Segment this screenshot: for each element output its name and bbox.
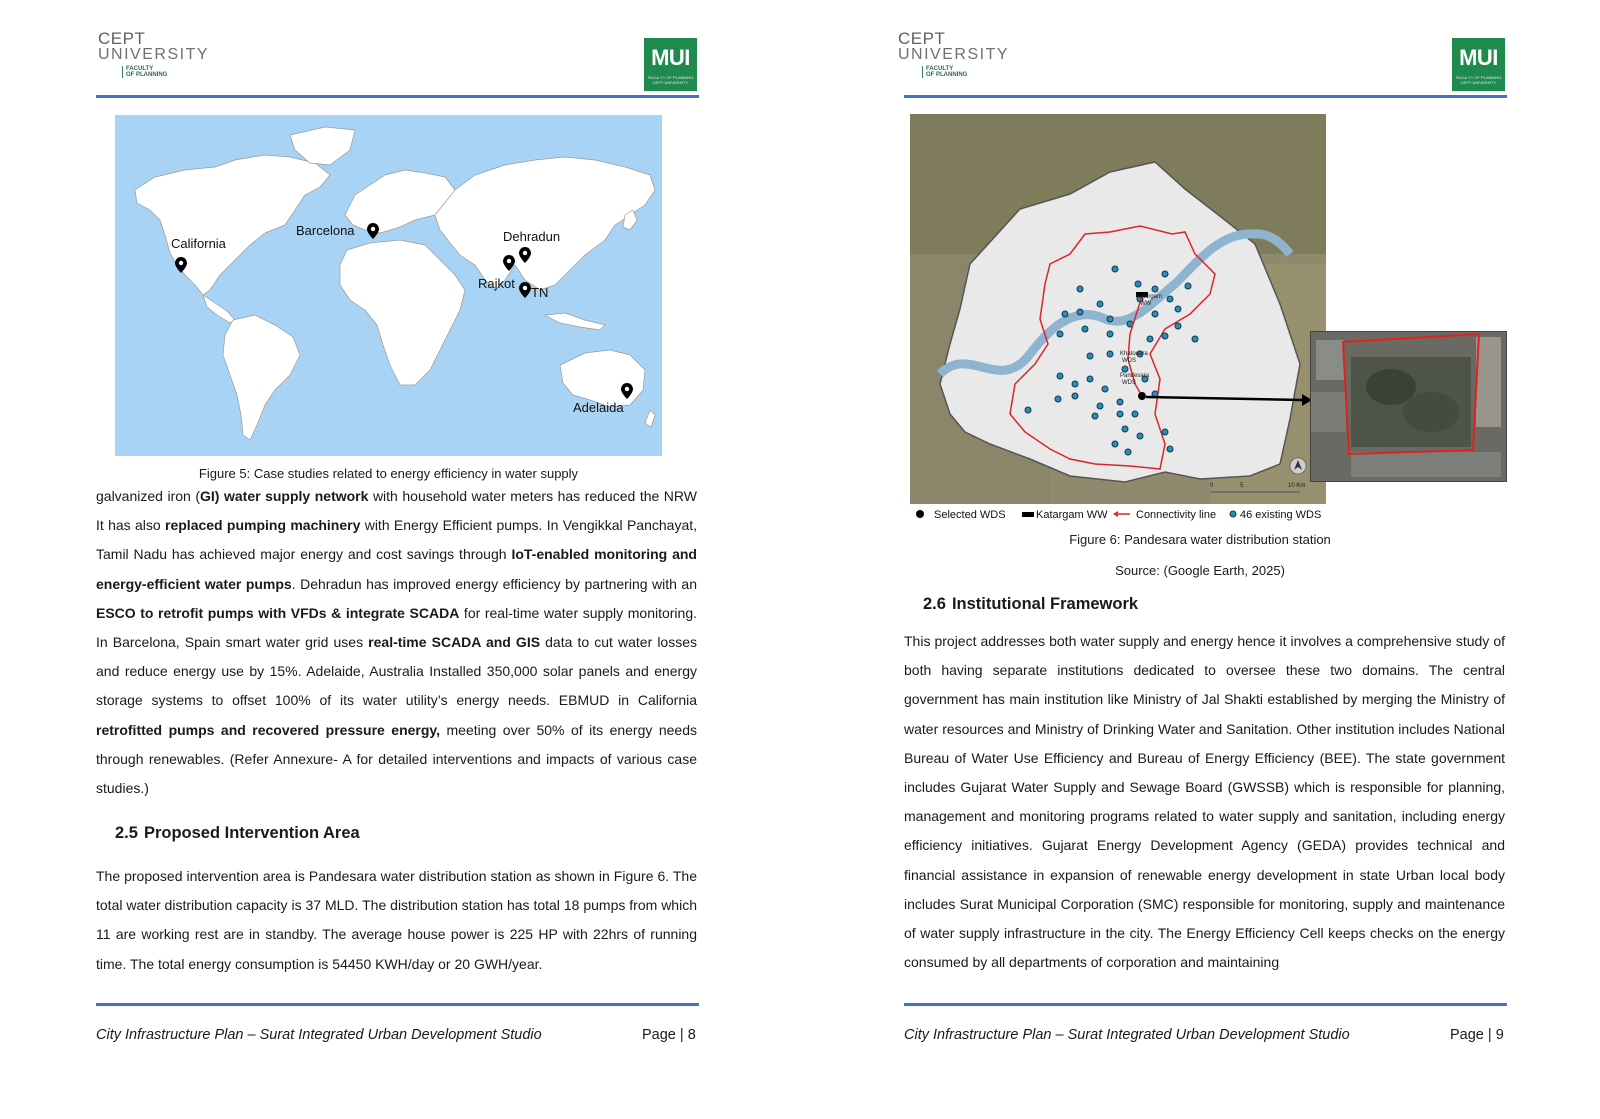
section-title: Proposed Intervention Area <box>143 824 360 842</box>
footer-rule <box>904 1003 1507 1006</box>
institutional-framework-paragraph: This project addresses both water supply and energy hence it involves a comprehensive study of both having separate institutions dedicated to oversee these two domains. The central government has main institution like Ministry of Jal Shakti established by merging the Ministry of water resources and Ministry of Drinking Water and Sanitation. Other institution includes National Bureau of Water Use Efficiency and Bureau of Energy Efficiency (BEE). The state government includes Gujarat Water Supply and Sewage Board (GWSSB) which is responsible for planning, management and monitoring programs related to water supply and sanitation, including energy efficiency initiatives. Gujarat Energy Development Agency (GEDA) provides technical and financial assistance in expansion of renewable energy development in state Urban local body includes Surat Municipal Corporation (SMC) responsible for monitoring, supply and maintenance of water supply infrastructure in the city. The Energy Efficiency Cell keeps checks on the energy consumed by all departments of corporation and maintaining <box>904 633 1505 971</box>
figure6-caption: Figure 6: Pandesara water distribution station <box>1069 532 1331 547</box>
scale-5: 5 <box>1240 483 1244 489</box>
label-pandesara: Pandesara <box>1120 373 1150 379</box>
label-katargam-ww: WW <box>1140 301 1152 307</box>
cept-logo-line2: UNIVERSITY <box>898 46 1010 63</box>
north-arrow-icon <box>1290 458 1306 474</box>
para1-b6: retrofitted pumps and recovered pressure energy, <box>96 721 441 738</box>
mui-logo-subtext2: CEPT UNIVERSITY <box>1460 80 1497 85</box>
para1-t6: data to cut water losses and reduce energy use by 15%. Adelaide, Australia Installed 350,000 solar panels and energy storage systems to offset 100% of its water utility’s energy needs. EBMUD in California <box>96 634 698 709</box>
mui-logo-subtext: FACULTY OF PLANNING <box>1455 75 1502 80</box>
header-rule <box>96 95 699 98</box>
footer-title: City Infrastructure Plan – Surat Integrated Urban Development Studio <box>96 1027 542 1043</box>
para1-b1: GI) water supply network <box>200 488 369 504</box>
australia-shape <box>560 350 645 407</box>
map-label-dehradun: Dehradun <box>503 229 561 244</box>
footer-rule <box>96 1003 699 1006</box>
surat-map-figure <box>910 114 1326 524</box>
legend-existing-wds: 46 existing WDS <box>1240 509 1322 521</box>
mui-logo-text: MUI <box>1459 45 1498 70</box>
mui-logo <box>644 38 697 91</box>
cept-logo-faculty-a: FACULTY <box>126 66 154 72</box>
south-america-shape <box>223 315 300 440</box>
mui-logo <box>1452 38 1505 91</box>
para1-b3: IoT-enabled monitoring and energy-efficient water pumps <box>96 546 697 592</box>
mui-logo-text: MUI <box>651 45 690 70</box>
satellite-inset-svg <box>1311 332 1506 481</box>
pandesara-satellite-inset <box>1310 331 1507 482</box>
label-pandesara-wds: WDS <box>1122 380 1136 386</box>
footer-title: City Infrastructure Plan – Surat Integrated Urban Development Studio <box>904 1027 1350 1043</box>
cept-university-logo <box>898 29 1010 82</box>
new-zealand-shape <box>645 410 655 427</box>
scale-10: 10 Km <box>1288 483 1306 489</box>
map-label-barcelona: Barcelona <box>296 223 355 238</box>
para1-t7: meeting over 50% of its energy needs through renewables. (Refer Annexure- A for detailed interventions and impacts of various case studies.) <box>96 721 697 797</box>
section-heading-2-6 <box>923 595 1138 614</box>
legend-connectivity-line: Connectivity line <box>1136 509 1217 521</box>
surat-map-svg <box>910 114 1326 524</box>
legend-katargam-ww: Katargam WW <box>1036 509 1108 521</box>
intervention-paragraph: The proposed intervention area is Pandesara water distribution station as shown in Figure 6. The total water distribution capacity is 37 MLD. The distribution station has total 18 pumps from which 11 are working rest are in standby. The average house power is 225 HP with 22hrs of running time. The total energy consumption is 54450 KWH/day or 20 GWH/year. <box>96 868 697 972</box>
cept-logo-faculty-b: OF PLANNING <box>926 72 968 78</box>
label-khatodara-wds: WDS <box>1122 358 1136 364</box>
map-label-adelaida: Adelaida <box>573 400 624 415</box>
para1-t2: with household water meters has reduced the NRW It has also <box>96 488 697 534</box>
para1-t3: with Energy Efficient pumps. In Vengikkal Panchayat, Tamil Nadu has achieved major energy and cost savings through <box>96 517 698 563</box>
map-label-rajkot: Rajkot <box>478 276 515 291</box>
para1-t1: galvanized iron ( <box>96 488 201 504</box>
mui-logo-subtext2: CEPT UNIVERSITY <box>652 80 689 85</box>
para1-b4: ESCO to retrofit pumps with VFDs & integrate SCADA <box>96 604 460 621</box>
cept-logo-line2: UNIVERSITY <box>98 46 210 63</box>
world-map-svg <box>115 115 662 456</box>
map-label-tn: TN <box>531 285 549 300</box>
para1-t5: for real-time water supply monitoring. In Barcelona, Spain smart water grid uses <box>96 604 697 651</box>
cept-logo-line1: CEPT <box>98 29 146 48</box>
para1-b2: replaced pumping machinery <box>165 517 361 534</box>
scale-0: 0 <box>1210 483 1214 489</box>
africa-shape <box>340 240 465 385</box>
cept-logo-line1: CEPT <box>898 29 946 48</box>
asia-shape <box>435 157 655 290</box>
page-number: Page | 9 <box>1450 1027 1504 1043</box>
header-rule <box>904 95 1507 98</box>
figure6-source: Source: (Google Earth, 2025) <box>1115 563 1285 578</box>
para1-b5: real-time SCADA and GIS <box>368 634 541 651</box>
cept-logo-faculty-b: OF PLANNING <box>126 72 168 78</box>
label-katargam: Katargam <box>1136 294 1163 300</box>
legend-selected-wds: Selected WDS <box>934 509 1006 521</box>
cept-university-logo <box>98 29 210 82</box>
selected-wds-marker <box>1138 392 1146 400</box>
cept-logo-faculty-a: FACULTY <box>926 66 954 72</box>
para1-t4: . Dehradun has improved energy efficiency by partnering with an <box>291 575 697 592</box>
map-pin-icon <box>519 282 531 298</box>
map-label-california: California <box>171 236 226 251</box>
section-heading-2-5 <box>115 824 360 843</box>
section-title: Institutional Framework <box>951 595 1139 613</box>
label-khatodara: Khatodara <box>1120 351 1148 357</box>
indonesia-shape <box>545 313 605 330</box>
map-pin-icon <box>367 223 379 239</box>
section-number: 2.6 <box>923 595 946 613</box>
case-studies-paragraph <box>96 482 697 803</box>
central-america-shape <box>203 295 235 323</box>
world-map-figure <box>115 115 662 456</box>
figure5-caption: Figure 5: Case studies related to energy efficiency in water supply <box>198 466 579 481</box>
page-right <box>800 0 1600 1119</box>
cept-logo-faculty <box>922 66 998 78</box>
page-number: Page | 8 <box>642 1027 696 1043</box>
cept-logo-faculty <box>122 66 198 78</box>
section-number: 2.5 <box>115 824 138 842</box>
mui-logo-subtext: FACULTY OF PLANNING <box>647 75 694 80</box>
